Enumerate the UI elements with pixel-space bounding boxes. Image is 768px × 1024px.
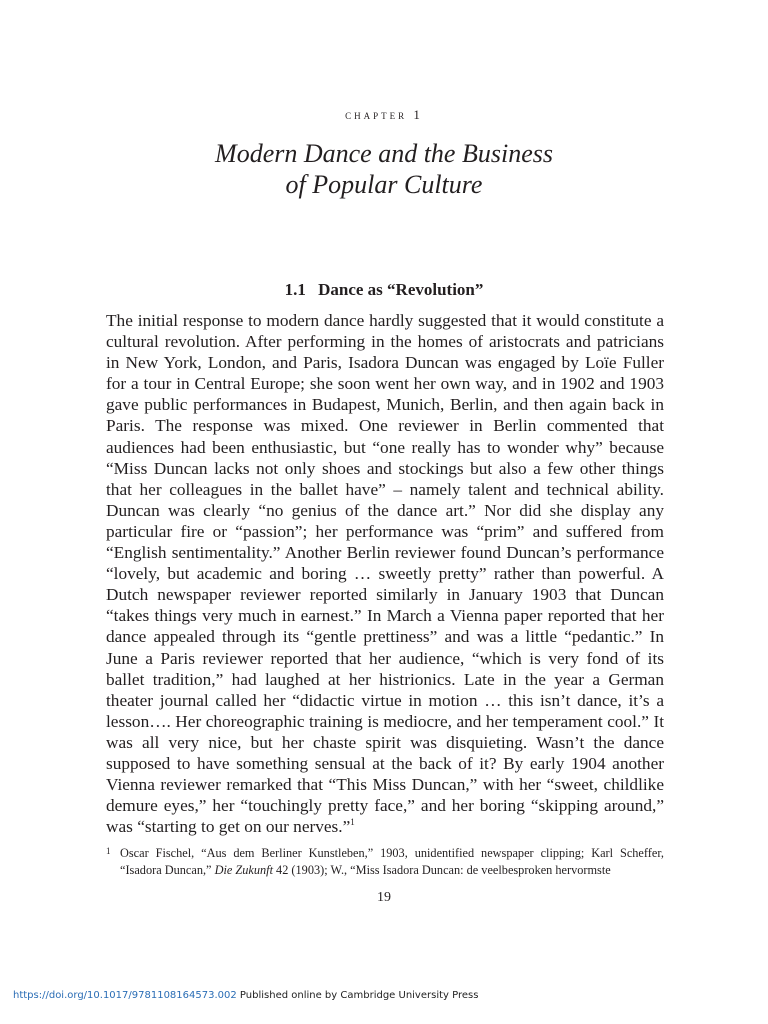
chapter-title-line-1: Modern Dance and the Business [215, 139, 553, 168]
publisher-text: Published online by Cambridge University Press [236, 990, 479, 1001]
section-title: Dance as “Revolution” [318, 280, 484, 299]
body-paragraph-text: The initial response to modern dance hardly suggested that it would constitute a cultural revolution. After performing in the homes of aristocrats and patricians in New York, London, and Paris, Isadora Duncan was engaged by Loïe Fuller for a tour in Central Europe; she soon went her own way, and in 1902 and 1903 gave public performances in Budapest, Munich, Berlin, and then again back in Paris. The response was mixed. One reviewer in Berlin commented that audiences had been enthusiastic, but “one really has to wonder why” because “Miss Duncan lacks not only shoes and stockings but also a few other things that her colleagues in the ballet have” – namely talent and technical ability. Duncan was clearly “no genius of the dance art.” Nor did she display any particular fire or “passion”; her performance was “prim” and suffered from “English sentimentality.” Another Berlin reviewer found Duncan’s performance “lovely, but academic and boring … sweetly pretty” rather than powerful. A Dutch newspaper reviewer reported similarly in January 1903 that Duncan “takes things very much in earnest.” In March a Vienna paper reported that her dance appealed through its “gentle prettiness” and was a little “pedantic.” In June a Paris reviewer reported that her audience, “which is very fond of its ballet tradition,” had laughed at her histrionics. Late in the year a German theater journal called her “didactic virtue in motion … this isn’t dance, it’s a lesson…. Her choreographic training is mediocre, and her temperament cool.” It was all very nice, but her chaste spirit was disquieting. Wasn’t the dance supposed to have something sensual at the back of it? By early 1904 another Vienna reviewer remarked that “This Miss Duncan,” with her “sweet, childlike demure eyes,” her “touchingly pretty face,” and her boring “skipping around,” was “starting to get on our nerves.” [106, 311, 664, 837]
chapter-label: chapter 1 [345, 107, 423, 122]
doi-link[interactable]: https://doi.org/10.1017/9781108164573.002 [13, 990, 237, 1001]
chapter-title-line-2: of Popular Culture [285, 170, 483, 199]
footnote-journal-title: Die Zukunft [214, 863, 273, 877]
publisher-line [13, 990, 478, 1001]
section-heading [0, 280, 768, 300]
footnote-text-part-1: Oscar Fischel, “Aus dem Berliner Kunstleben,” 1903, unidentified newspaper clipping; Karl Scheffer, “Isadora Duncan,” [120, 846, 664, 877]
footnote-text-part-2: 42 (1903); W., “Miss Isadora Duncan: de veelbesproken hervormste [272, 863, 611, 877]
footnote-reference[interactable]: 1 [350, 817, 355, 828]
footnote [106, 845, 664, 879]
chapter-title [0, 138, 768, 200]
footnote-text [106, 845, 664, 879]
body-paragraph [106, 310, 664, 837]
section-number: 1.1 [284, 280, 306, 299]
page-number: 19 [377, 890, 391, 905]
footnote-number: 1 [106, 846, 111, 856]
